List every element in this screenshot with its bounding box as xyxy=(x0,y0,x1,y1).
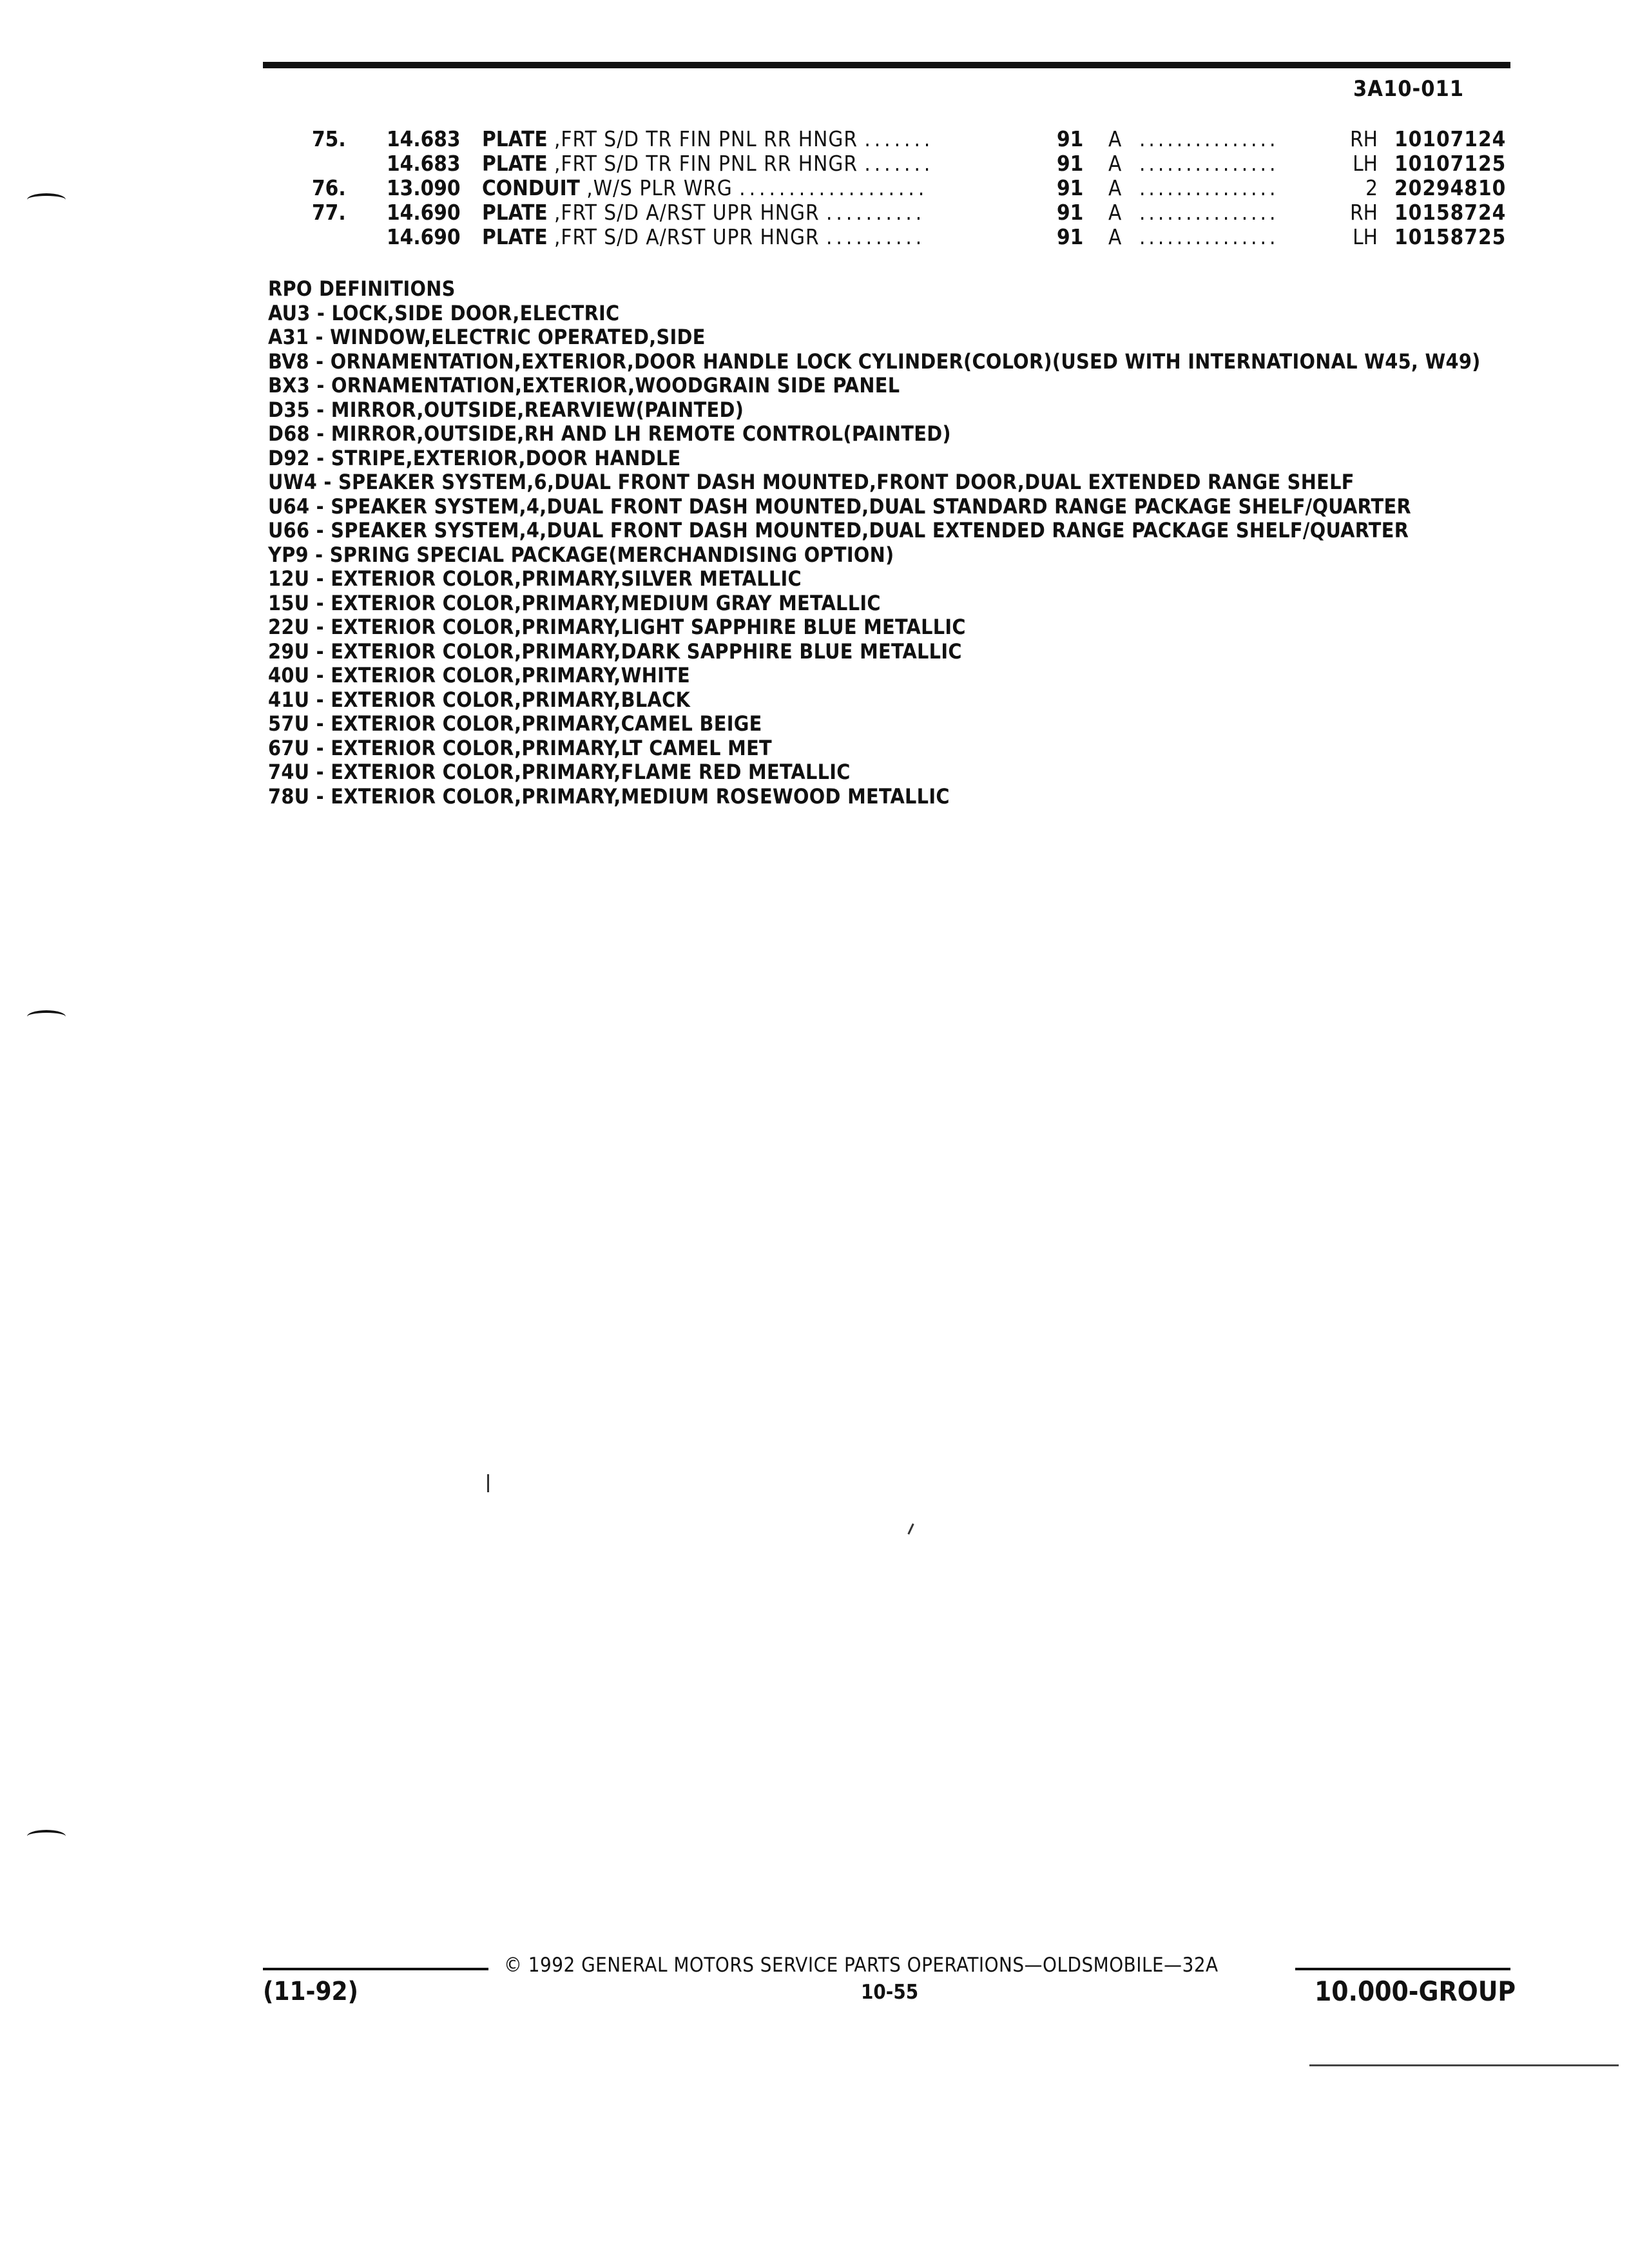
part-row xyxy=(0,175,1629,200)
rpo-item: YP9 - SPRING SPECIAL PACKAGE(MERCHANDISING OPTION) xyxy=(268,542,894,567)
part-name: PLATE ,FRT S/D TR FIN PNL RR HNGR ....... xyxy=(482,126,934,151)
footer-rule xyxy=(1295,1968,1510,1970)
rpo-item: U64 - SPEAKER SYSTEM,4,DUAL FRONT DASH MOUNTED,DUAL STANDARD RANGE PACKAGE SHELF/QUARTER xyxy=(268,494,1411,519)
rpo-item: 40U - EXTERIOR COLOR,PRIMARY,WHITE xyxy=(268,663,690,687)
part-row xyxy=(0,126,1629,151)
part-description: ,FRT S/D A/RST UPR HNGR xyxy=(554,224,820,249)
model-year: 91 xyxy=(1057,126,1084,151)
quantity: 2 xyxy=(1365,175,1378,200)
hole-punch-mark xyxy=(27,1830,66,1836)
group-label: 10.000-GROUP xyxy=(1315,1975,1516,2007)
rpo-item: 29U - EXTERIOR COLOR,PRIMARY,DARK SAPPHIRE BLUE METALLIC xyxy=(268,639,962,664)
group-number: 14.690 xyxy=(387,224,461,249)
page-id: 3A10-011 xyxy=(1353,76,1465,102)
model-year: 91 xyxy=(1057,200,1084,225)
quantity: LH xyxy=(1353,224,1378,249)
part-number: 10158725 xyxy=(1394,224,1507,249)
rpo-item: 78U - EXTERIOR COLOR,PRIMARY,MEDIUM ROSEWOOD METALLIC xyxy=(268,783,950,809)
part-row xyxy=(0,200,1629,224)
leader-dots: ............... xyxy=(1139,126,1279,151)
footer-rule xyxy=(263,1968,488,1970)
leader-dots: ....... xyxy=(864,126,934,151)
model-year: 91 xyxy=(1057,224,1084,249)
model-year: 91 xyxy=(1057,175,1084,200)
part-number: 10158724 xyxy=(1394,200,1507,225)
rpo-item: BV8 - ORNAMENTATION,EXTERIOR,DOOR HANDLE LOCK CYLINDER(COLOR)(USED WITH INTERNATIONAL W45, W49) xyxy=(268,349,1481,374)
rpo-item: 67U - EXTERIOR COLOR,PRIMARY,LT CAMEL MET xyxy=(268,735,772,760)
ref-number: 77. xyxy=(312,200,346,225)
rpo-item: 22U - EXTERIOR COLOR,PRIMARY,LIGHT SAPPHIRE BLUE METALLIC xyxy=(268,615,966,639)
rpo-item: 41U - EXTERIOR COLOR,PRIMARY,BLACK xyxy=(268,687,691,712)
part-name: CONDUIT ,W/S PLR WRG ................... xyxy=(482,175,929,200)
group-number: 13.090 xyxy=(387,175,461,200)
hole-punch-mark xyxy=(27,1010,66,1017)
rpo-item: A31 - WINDOW,ELECTRIC OPERATED,SIDE xyxy=(268,325,706,349)
bottom-rule xyxy=(1309,2064,1619,2066)
rpo-item: D35 - MIRROR,OUTSIDE,REARVIEW(PAINTED) xyxy=(268,397,744,422)
header-rule xyxy=(263,62,1510,68)
usage-code: A xyxy=(1108,126,1122,151)
part-description: ,FRT S/D A/RST UPR HNGR xyxy=(554,200,820,225)
part-name: PLATE ,FRT S/D TR FIN PNL RR HNGR ....... xyxy=(482,151,934,176)
rpo-definitions xyxy=(268,277,1525,809)
quantity: RH xyxy=(1350,126,1378,151)
rpo-item: AU3 - LOCK,SIDE DOOR,ELECTRIC xyxy=(268,300,620,325)
leader-dots: ............... xyxy=(1139,151,1279,176)
usage-code: A xyxy=(1108,175,1122,200)
part-name: PLATE ,FRT S/D A/RST UPR HNGR .......... xyxy=(482,200,926,225)
leader-dots: ................... xyxy=(739,175,929,200)
group-number: 14.683 xyxy=(387,126,461,151)
leader-dots: .......... xyxy=(825,200,926,225)
scan-artifact xyxy=(907,1523,914,1535)
leader-dots: ............... xyxy=(1139,224,1279,249)
quantity: LH xyxy=(1353,151,1378,176)
model-year: 91 xyxy=(1057,151,1084,176)
quantity: RH xyxy=(1350,200,1378,225)
rpo-item: 15U - EXTERIOR COLOR,PRIMARY,MEDIUM GRAY METALLIC xyxy=(268,590,881,615)
scan-artifact xyxy=(487,1474,489,1492)
usage-code: A xyxy=(1108,151,1122,176)
rpo-item: U66 - SPEAKER SYSTEM,4,DUAL FRONT DASH MOUNTED,DUAL EXTENDED RANGE PACKAGE SHELF/QUARTER xyxy=(268,518,1409,543)
rpo-item: 74U - EXTERIOR COLOR,PRIMARY,FLAME RED METALLIC xyxy=(268,760,851,784)
copyright-notice: © 1992 GENERAL MOTORS SERVICE PARTS OPERATIONS—OLDSMOBILE—32A xyxy=(504,1954,1219,1977)
part-number: 10107125 xyxy=(1394,151,1507,176)
rpo-item: D92 - STRIPE,EXTERIOR,DOOR HANDLE xyxy=(268,445,681,470)
part-row xyxy=(0,224,1629,249)
leader-dots: ....... xyxy=(864,151,934,176)
leader-dots: ............... xyxy=(1139,200,1279,225)
part-description: ,FRT S/D TR FIN PNL RR HNGR xyxy=(554,151,858,176)
part-description: ,W/S PLR WRG xyxy=(586,175,733,200)
group-number: 14.690 xyxy=(387,200,461,225)
rpo-item: BX3 - ORNAMENTATION,EXTERIOR,WOODGRAIN SIDE PANEL xyxy=(268,373,900,398)
leader-dots: ............... xyxy=(1139,175,1279,200)
rpo-title: RPO DEFINITIONS xyxy=(268,276,456,301)
rpo-item: 57U - EXTERIOR COLOR,PRIMARY,CAMEL BEIGE xyxy=(268,711,762,736)
part-number: 10107124 xyxy=(1394,126,1507,151)
part-row xyxy=(0,151,1629,175)
rpo-item: D68 - MIRROR,OUTSIDE,RH AND LH REMOTE CONTROL(PAINTED) xyxy=(268,421,951,446)
revision-date: (11-92) xyxy=(263,1977,358,2006)
leader-dots: .......... xyxy=(825,224,926,249)
group-number: 14.683 xyxy=(387,151,461,176)
usage-code: A xyxy=(1108,200,1122,225)
rpo-item: 12U - EXTERIOR COLOR,PRIMARY,SILVER METALLIC xyxy=(268,566,802,591)
page-number: 10-55 xyxy=(861,1981,919,2004)
rpo-item: UW4 - SPEAKER SYSTEM,6,DUAL FRONT DASH MOUNTED,FRONT DOOR,DUAL EXTENDED RANGE SHELF xyxy=(268,470,1354,494)
usage-code: A xyxy=(1108,224,1122,249)
part-name: PLATE ,FRT S/D A/RST UPR HNGR .......... xyxy=(482,224,926,249)
part-description: ,FRT S/D TR FIN PNL RR HNGR xyxy=(554,126,858,151)
ref-number: 76. xyxy=(312,175,346,200)
parts-list xyxy=(0,126,1629,249)
part-number: 20294810 xyxy=(1394,175,1507,200)
ref-number: 75. xyxy=(312,126,346,151)
